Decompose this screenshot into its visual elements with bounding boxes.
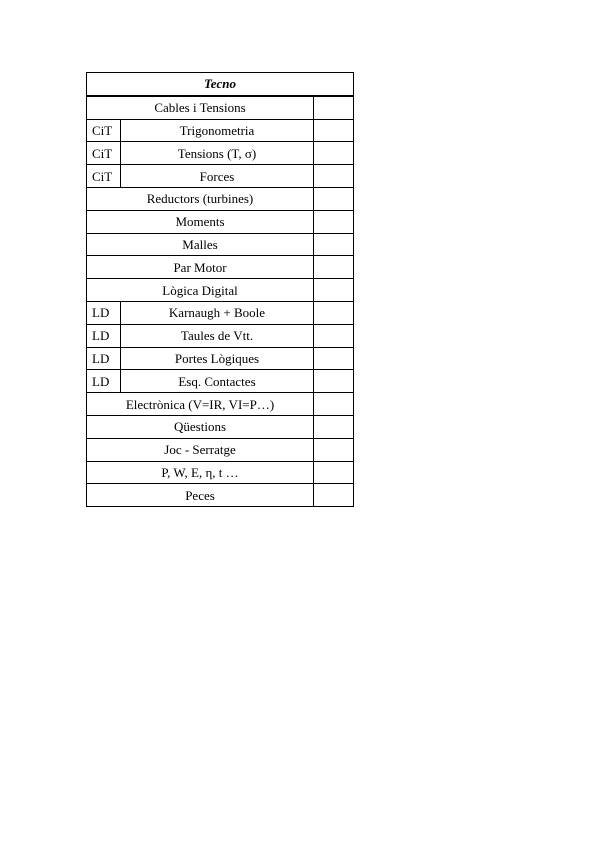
row-check-cell[interactable]: [314, 461, 354, 484]
row-check-cell[interactable]: [314, 393, 354, 416]
row-code: LD: [87, 324, 121, 347]
table-row: [87, 256, 354, 279]
row-code: LD: [87, 301, 121, 324]
table-row: [87, 347, 354, 370]
row-check-cell[interactable]: [314, 324, 354, 347]
table-title: Tecno: [87, 73, 354, 96]
row-check-cell[interactable]: [314, 370, 354, 393]
row-topic: Trigonometria: [121, 119, 314, 142]
table-row: [87, 96, 354, 119]
row-check-cell[interactable]: [314, 415, 354, 438]
row-topic: Taules de Vtt.: [121, 324, 314, 347]
row-topic: Forces: [121, 165, 314, 188]
row-code: CiT: [87, 165, 121, 188]
row-topic: Moments: [87, 210, 314, 233]
row-code: CiT: [87, 119, 121, 142]
row-topic: Reductors (turbines): [87, 187, 314, 210]
row-check-cell[interactable]: [314, 142, 354, 165]
row-code: LD: [87, 370, 121, 393]
table-row: [87, 393, 354, 416]
row-topic: Karnaugh + Boole: [121, 301, 314, 324]
table-row: [87, 142, 354, 165]
row-code: LD: [87, 347, 121, 370]
row-topic: Portes Lògiques: [121, 347, 314, 370]
row-topic: P, W, E, η, t …: [87, 461, 314, 484]
row-check-cell[interactable]: [314, 301, 354, 324]
tecno-table: [86, 72, 354, 507]
row-topic: Joc - Serratge: [87, 438, 314, 461]
row-check-cell[interactable]: [314, 96, 354, 119]
table-row: [87, 415, 354, 438]
row-topic: Tensions (T, σ): [121, 142, 314, 165]
table-row: [87, 438, 354, 461]
table-row: [87, 187, 354, 210]
row-check-cell[interactable]: [314, 165, 354, 188]
row-check-cell[interactable]: [314, 484, 354, 507]
table-row: [87, 119, 354, 142]
table-row: [87, 233, 354, 256]
table-title-row: [87, 73, 354, 96]
row-check-cell[interactable]: [314, 210, 354, 233]
table-row: [87, 461, 354, 484]
row-topic: Cables i Tensions: [87, 96, 314, 119]
row-topic: Peces: [87, 484, 314, 507]
row-check-cell[interactable]: [314, 438, 354, 461]
row-check-cell[interactable]: [314, 119, 354, 142]
row-topic: Malles: [87, 233, 314, 256]
table-row: [87, 210, 354, 233]
row-check-cell[interactable]: [314, 187, 354, 210]
row-check-cell[interactable]: [314, 256, 354, 279]
table-row: [87, 484, 354, 507]
row-topic: Par Motor: [87, 256, 314, 279]
table-row: [87, 324, 354, 347]
row-topic: Esq. Contactes: [121, 370, 314, 393]
row-code: CiT: [87, 142, 121, 165]
row-topic: Electrònica (V=IR, VI=P…): [87, 393, 314, 416]
row-check-cell[interactable]: [314, 347, 354, 370]
row-check-cell[interactable]: [314, 233, 354, 256]
row-topic: Qüestions: [87, 415, 314, 438]
table-row: [87, 165, 354, 188]
row-topic: Lògica Digital: [87, 279, 314, 302]
table-row: [87, 301, 354, 324]
row-check-cell[interactable]: [314, 279, 354, 302]
table-row: [87, 279, 354, 302]
table-row: [87, 370, 354, 393]
